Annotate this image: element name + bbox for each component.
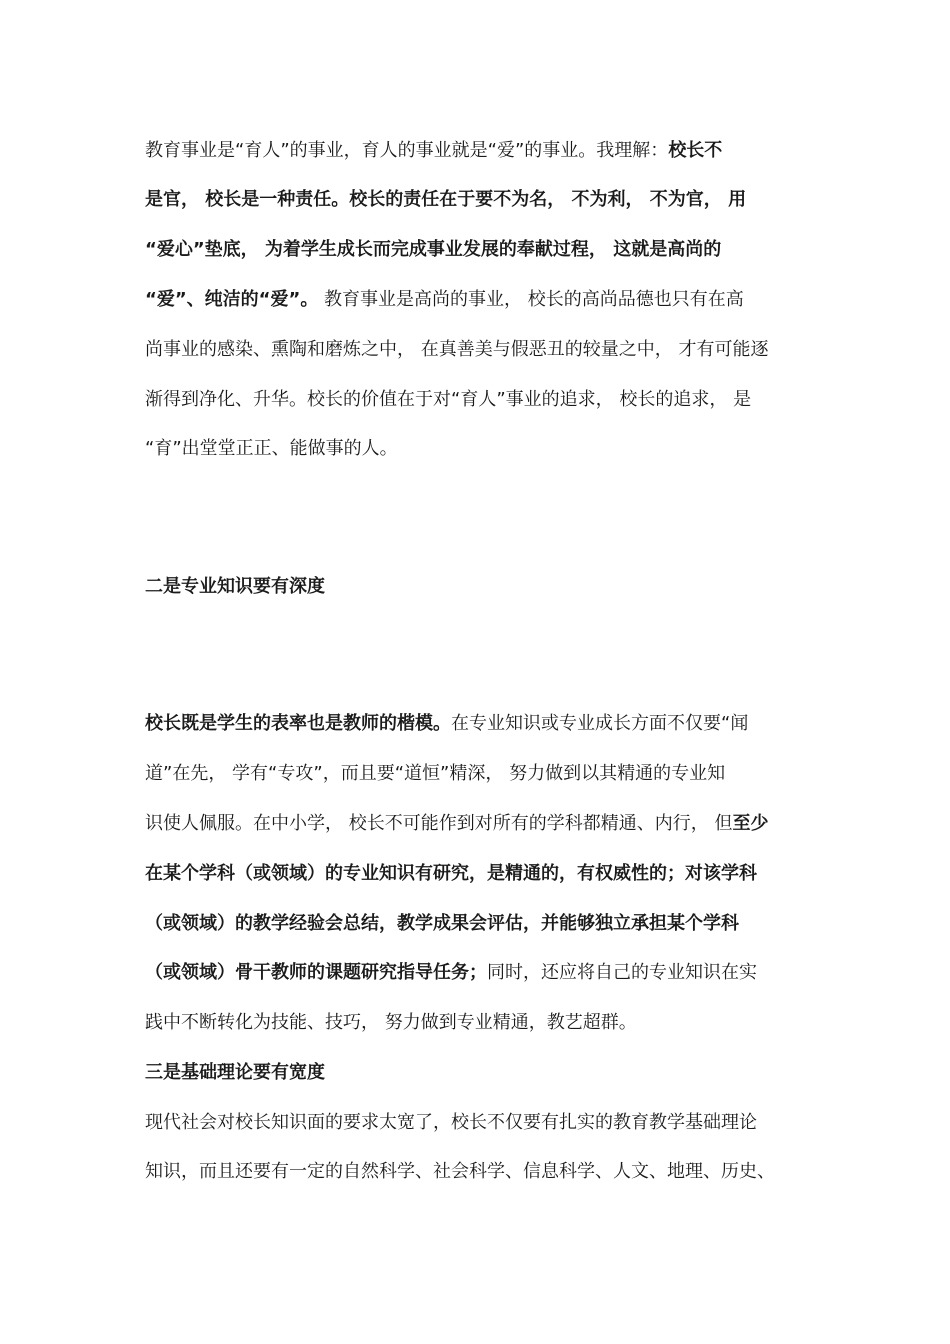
section-2-line-6-normal: 同时，还应将自己的专业知识在实 (487, 962, 757, 983)
section-2-line-2: 道”在先， 学有“专攻”，而且要“道恒”精深， 努力做到以其精通的专业知 (145, 763, 726, 784)
section-2-line-1 (145, 712, 810, 736)
intro-line-5: 尚事业的感染、熏陶和磨炼之中， 在真善美与假恶丑的较量之中， 才有可能逐 (145, 339, 769, 360)
intro-line-4-normal: 教育事业是高尚的事业， 校长的高尚品德也只有在高 (318, 289, 744, 310)
intro-line-6: 渐得到净化、升华。校长的价值在于对“育人”事业的追求， 校长的追求， 是 (145, 389, 752, 410)
intro-line-1 (145, 139, 810, 163)
intro-line-4 (145, 288, 810, 312)
section-2-line-6 (145, 961, 810, 985)
section-2-line-3-bold: 至少 (732, 813, 769, 834)
section-2-line-4: 在某个学科（或领域）的专业知识有研究，是精通的，有权威性的；对该学科 (145, 863, 757, 884)
intro-line-7: “育”出堂堂正正、能做事的人。 (145, 438, 398, 459)
intro-line-1-normal: 教育事业是“育人”的事业，育人的事业就是“爱”的事业。我理解： (145, 140, 669, 161)
section-2-line-6-bold: （或领域）骨干教师的课题研究指导任务； (145, 962, 487, 983)
section-2-line-7: 践中不断转化为技能、技巧， 努力做到专业精通，教艺超群。 (145, 1012, 637, 1033)
intro-line-4-bold: “爱”、纯洁的“爱”。 (145, 289, 319, 310)
intro-line-2: 是官， 校长是一种责任。校长的责任在于要不为名， 不为利， 不为官， 用 (145, 189, 747, 210)
section-2-line-1-bold: 校长既是学生的表率也是教师的楷模。 (145, 713, 451, 734)
section-2-line-1-normal: 在专业知识或专业成长方面不仅要“闻 (451, 713, 749, 734)
section-2-line-3 (145, 812, 810, 836)
section-3-line-2: 知识，而且还要有一定的自然科学、社会科学、信息科学、人文、地理、历史、 (145, 1161, 775, 1182)
section-heading-2: 二是专业知识要有深度 (145, 576, 325, 597)
section-3-line-1: 现代社会对校长知识面的要求太宽了，校长不仅要有扎实的教育教学基础理论 (145, 1112, 757, 1133)
section-2-line-3-normal: 识使人佩服。在中小学， 校长不可能作到对所有的学科都精通、内行， 但 (145, 813, 733, 834)
section-heading-3: 三是基础理论要有宽度 (145, 1062, 325, 1083)
section-2-line-5: （或领域）的教学经验会总结，教学成果会评估，并能够独立承担某个学科 (145, 913, 739, 934)
intro-line-1-bold: 校长不 (668, 140, 723, 161)
intro-line-3: “爱心”垫底， 为着学生成长而完成事业发展的奉献过程， 这就是高尚的 (145, 239, 722, 260)
